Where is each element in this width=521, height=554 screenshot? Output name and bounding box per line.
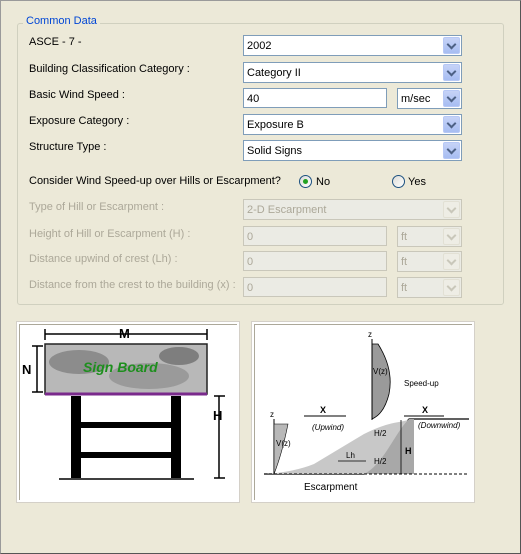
x-left-label: X bbox=[320, 405, 327, 415]
distance-crest-unit-select[interactable] bbox=[397, 277, 462, 298]
speedup-question: Consider Wind Speed-up over Hills or Escarpment? bbox=[29, 175, 281, 187]
wind-speed-label: Basic Wind Speed : bbox=[29, 89, 125, 101]
speedup-label: Speed-up bbox=[404, 379, 439, 388]
structure-type-select[interactable] bbox=[243, 140, 462, 161]
hill-height-unit-value: ft bbox=[401, 231, 408, 243]
exposure-value: Exposure B bbox=[247, 119, 304, 131]
speedup-no-radio[interactable] bbox=[299, 175, 312, 188]
wind-speed-unit-value: m/sec bbox=[401, 93, 431, 105]
distance-upwind-value: 0 bbox=[247, 256, 254, 268]
structure-type-label: Structure Type : bbox=[29, 141, 107, 153]
hill-height-unit-select[interactable] bbox=[397, 226, 462, 247]
distance-upwind-unit-value: ft bbox=[401, 256, 408, 268]
distance-crest-value: 0 bbox=[247, 282, 254, 294]
z-left-label: z bbox=[270, 410, 274, 419]
sign-board-diagram bbox=[19, 324, 237, 500]
vz-top-label: V(z) bbox=[373, 367, 388, 376]
building-category-label: Building Classification Category : bbox=[29, 63, 190, 75]
speedup-no-label[interactable]: No bbox=[316, 176, 331, 188]
h-full-label: H bbox=[405, 446, 412, 456]
common-data-title: Common Data bbox=[23, 15, 100, 27]
hill-height-label: Height of Hill or Escarpment (H) : bbox=[29, 228, 191, 240]
hill-height-input[interactable] bbox=[243, 226, 387, 246]
structure-type-value: Solid Signs bbox=[247, 145, 303, 157]
chevron-down-icon[interactable] bbox=[443, 116, 460, 133]
escarpment-diagram bbox=[254, 324, 472, 500]
lh-label: Lh bbox=[346, 451, 355, 460]
exposure-label: Exposure Category : bbox=[29, 115, 130, 127]
exposure-select[interactable] bbox=[243, 114, 462, 135]
hill-type-value: 2-D Escarpment bbox=[247, 204, 327, 216]
chevron-down-icon[interactable] bbox=[443, 201, 460, 218]
speedup-yes-radio[interactable] bbox=[392, 175, 405, 188]
speedup-yes-label[interactable]: Yes bbox=[408, 176, 426, 188]
upwind-label: (Upwind) bbox=[312, 423, 345, 432]
chevron-down-icon[interactable] bbox=[443, 37, 460, 54]
vz-left-label: V(z) bbox=[276, 439, 291, 448]
dim-depth-label: N bbox=[22, 362, 32, 377]
distance-upwind-label: Distance upwind of crest (Lh) : bbox=[29, 253, 178, 265]
escarpment-figure bbox=[252, 322, 474, 502]
asce-label: ASCE - 7 - bbox=[29, 36, 82, 48]
wind-speed-value: 40 bbox=[247, 93, 260, 105]
dim-height-label: H bbox=[213, 408, 223, 423]
escarpment-title: Escarpment bbox=[304, 482, 358, 493]
h-half-top-label: H/2 bbox=[374, 429, 387, 438]
z-top-label: z bbox=[368, 330, 372, 339]
chevron-down-icon[interactable] bbox=[443, 253, 460, 270]
hill-type-select[interactable] bbox=[243, 199, 462, 220]
chevron-down-icon[interactable] bbox=[443, 64, 460, 81]
board-text: Sign Board bbox=[83, 359, 158, 375]
hill-height-value: 0 bbox=[247, 231, 254, 243]
chevron-down-icon[interactable] bbox=[443, 279, 460, 296]
x-right-label: X bbox=[422, 405, 429, 415]
building-category-value: Category II bbox=[247, 67, 301, 79]
chevron-down-icon[interactable] bbox=[443, 142, 460, 159]
distance-crest-unit-value: ft bbox=[401, 282, 408, 294]
distance-crest-label: Distance from the crest to the building (x) : bbox=[29, 279, 236, 291]
building-category-select[interactable] bbox=[243, 62, 462, 83]
distance-upwind-input[interactable] bbox=[243, 251, 387, 271]
hill-type-label: Type of Hill or Escarpment : bbox=[29, 201, 165, 213]
dim-width-label: M bbox=[119, 326, 130, 341]
wind-speed-input[interactable] bbox=[243, 88, 387, 108]
distance-crest-input[interactable] bbox=[243, 277, 387, 297]
chevron-down-icon[interactable] bbox=[443, 90, 460, 107]
sign-board-figure bbox=[17, 322, 239, 502]
distance-upwind-unit-select[interactable] bbox=[397, 251, 462, 272]
downwind-label: (Downwind) bbox=[418, 421, 461, 430]
chevron-down-icon[interactable] bbox=[443, 228, 460, 245]
asce-version-value: 2002 bbox=[247, 40, 272, 52]
asce-version-select[interactable] bbox=[243, 35, 462, 56]
wind-speed-unit-select[interactable] bbox=[397, 88, 462, 109]
h-half-bottom-label: H/2 bbox=[374, 457, 387, 466]
